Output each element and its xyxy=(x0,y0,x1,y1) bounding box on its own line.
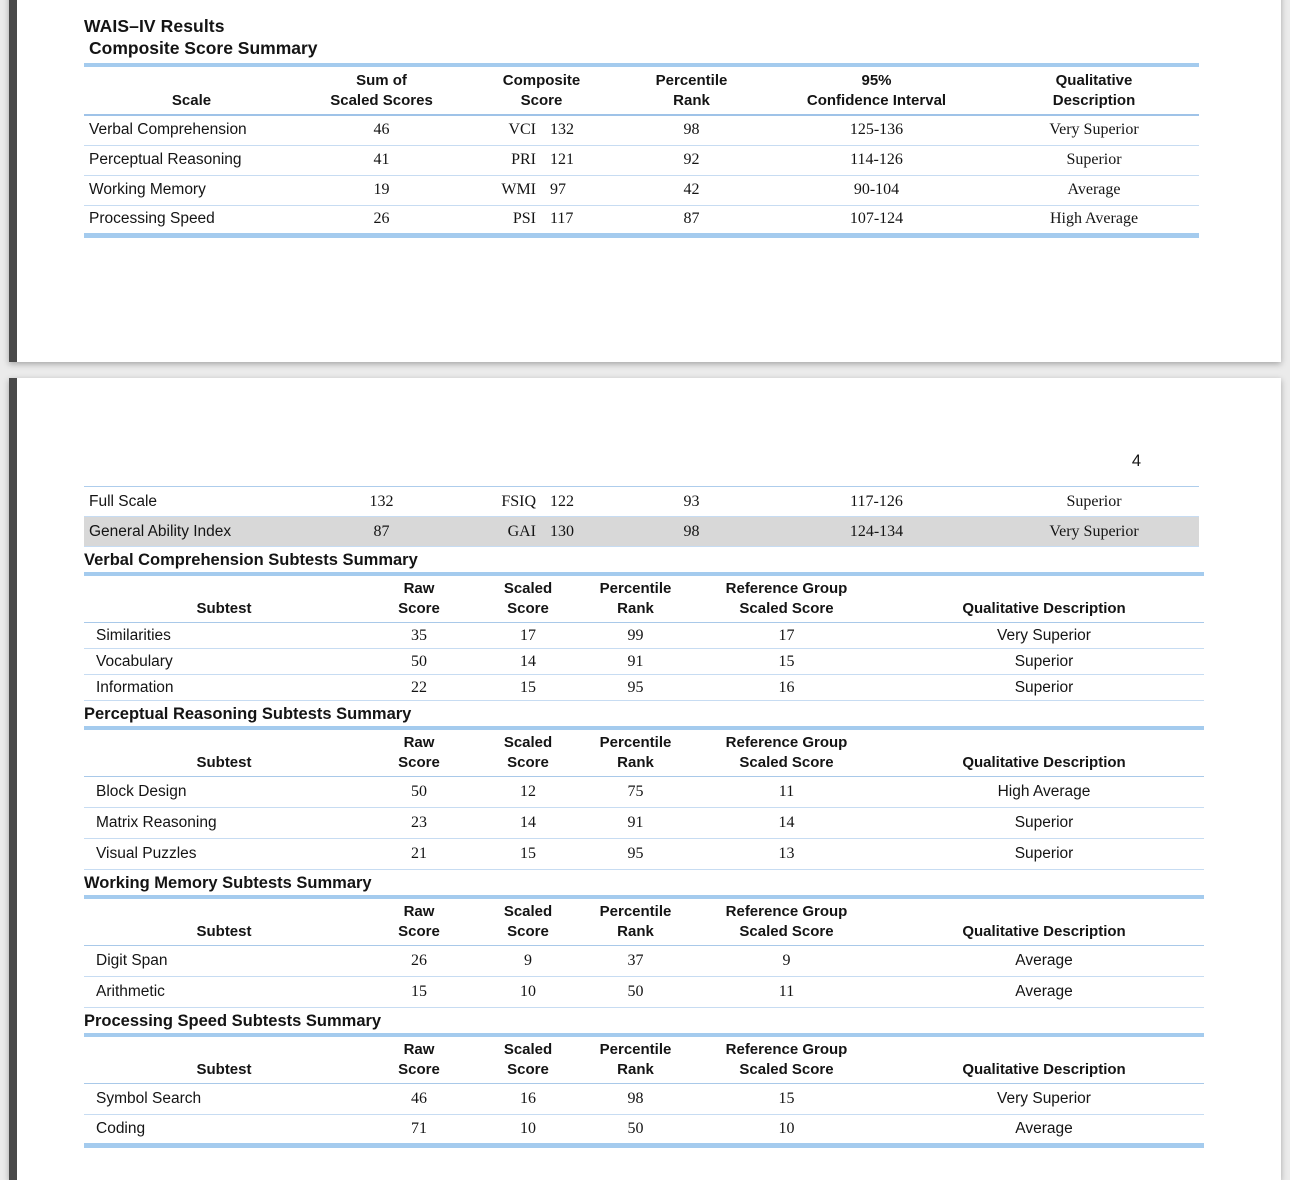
subtest-row xyxy=(84,977,1204,1008)
subtest-section-title: Working Memory Subtests Summary xyxy=(84,874,372,892)
index-abbreviation: VCI xyxy=(508,121,536,139)
column-header-subtest xyxy=(582,1035,689,1084)
reference-group-scaled-score: 11 xyxy=(689,777,884,808)
reference-group-scaled-score: 13 xyxy=(689,839,884,870)
column-header-line2: Rank xyxy=(617,923,654,940)
column-header-subtest xyxy=(364,574,474,623)
column-header-line2: Scaled Score xyxy=(739,600,834,617)
column-header-line1: Reference Group xyxy=(725,1041,848,1058)
column-header-line1: Raw xyxy=(403,580,435,597)
subtest-name: Similarities xyxy=(84,623,364,649)
qualitative-description: Average xyxy=(884,1115,1204,1146)
composite-score xyxy=(464,205,619,235)
column-header-line1: Reference Group xyxy=(725,734,848,751)
column-header-line2: Score xyxy=(398,923,440,940)
subtest-table-body xyxy=(84,1084,1204,1146)
column-header-line1: Percentile xyxy=(599,1041,672,1058)
column-header-line2: Score xyxy=(507,754,549,771)
column-header-subtest xyxy=(582,728,689,777)
raw-score: 22 xyxy=(364,675,474,701)
reference-group-scaled-score: 17 xyxy=(689,623,884,649)
raw-score: 15 xyxy=(364,977,474,1008)
percentile-rank: 42 xyxy=(619,175,764,205)
subtest-table-body xyxy=(84,777,1204,870)
subtest-header-row xyxy=(84,728,1204,777)
column-header-composite xyxy=(464,65,619,115)
confidence-interval: 125-136 xyxy=(764,115,989,145)
qualitative-description: Superior xyxy=(884,675,1204,701)
sum-of-scaled-scores: 19 xyxy=(299,175,464,205)
column-header-composite xyxy=(299,65,464,115)
percentile-rank: 87 xyxy=(619,205,764,235)
raw-score: 23 xyxy=(364,808,474,839)
column-header-line2: Scaled Score xyxy=(739,754,834,771)
column-header-line2: Score xyxy=(507,923,549,940)
confidence-interval: 90-104 xyxy=(764,175,989,205)
column-header-line2: Rank xyxy=(617,600,654,617)
subtest-row xyxy=(84,1084,1204,1115)
percentile-rank: 98 xyxy=(619,517,764,547)
subtest-row xyxy=(84,675,1204,701)
column-header-line1: 95% xyxy=(861,72,892,89)
column-header-line2: Scaled Scores xyxy=(330,92,433,109)
scaled-score: 15 xyxy=(474,839,582,870)
scaled-score: 14 xyxy=(474,808,582,839)
column-header-line1: Qualitative xyxy=(1055,72,1133,89)
column-header-line2: Score xyxy=(398,600,440,617)
raw-score: 21 xyxy=(364,839,474,870)
column-header-subtest xyxy=(689,897,884,946)
column-header-subtest xyxy=(689,1035,884,1084)
composite-row xyxy=(84,517,1199,547)
percentile-rank: 50 xyxy=(582,977,689,1008)
column-header-line1: Scaled xyxy=(503,734,553,751)
column-header-subtest xyxy=(364,1035,474,1084)
composite-row xyxy=(84,145,1199,175)
column-header-subtest xyxy=(884,574,1204,623)
scaled-score: 16 xyxy=(474,1084,582,1115)
column-header-line1: Scaled xyxy=(503,1041,553,1058)
qualitative-description: High Average xyxy=(884,777,1204,808)
composite-score xyxy=(464,517,619,547)
column-header-composite xyxy=(764,65,989,115)
raw-score: 50 xyxy=(364,777,474,808)
percentile-rank: 98 xyxy=(582,1084,689,1115)
column-header-line2: Rank xyxy=(617,1061,654,1078)
percentile-rank: 95 xyxy=(582,839,689,870)
qualitative-description: Superior xyxy=(884,808,1204,839)
subtest-header-row xyxy=(84,897,1204,946)
scaled-score: 17 xyxy=(474,623,582,649)
column-header-line2: Score xyxy=(507,1061,549,1078)
composite-score xyxy=(464,175,619,205)
subtest-table xyxy=(84,726,1204,870)
sum-of-scaled-scores: 46 xyxy=(299,115,464,145)
column-header-line2: Scaled Score xyxy=(739,1061,834,1078)
composite-continuation-table xyxy=(84,486,1199,547)
subtest-table xyxy=(84,572,1204,701)
column-header-subtest xyxy=(84,574,364,623)
raw-score: 50 xyxy=(364,649,474,675)
scaled-score: 10 xyxy=(474,1115,582,1146)
qualitative-description: Average xyxy=(989,175,1199,205)
subtest-table-body xyxy=(84,623,1204,701)
reference-group-scaled-score: 15 xyxy=(689,649,884,675)
scale-name: Processing Speed xyxy=(84,205,299,235)
subtest-name: Arithmetic xyxy=(84,977,364,1008)
page-number-row xyxy=(84,448,1199,474)
subtest-section xyxy=(84,1012,1281,1148)
composite-score-table xyxy=(84,63,1199,238)
column-header-line1: Percentile xyxy=(599,734,672,751)
column-header-subtest xyxy=(689,728,884,777)
percentile-rank: 98 xyxy=(619,115,764,145)
column-header-composite xyxy=(84,65,299,115)
raw-score: 71 xyxy=(364,1115,474,1146)
column-header-line2: Scaled Score xyxy=(739,923,834,940)
scaled-score: 12 xyxy=(474,777,582,808)
column-header-subtest xyxy=(884,897,1204,946)
sum-of-scaled-scores: 41 xyxy=(299,145,464,175)
column-header-line2: Score xyxy=(398,754,440,771)
composite-row xyxy=(84,175,1199,205)
subtest-header-row xyxy=(84,574,1204,623)
column-header-line1: Percentile xyxy=(599,903,672,920)
composite-score-value: 117 xyxy=(550,210,574,227)
composite-continuation-body xyxy=(84,487,1199,547)
percentile-rank: 93 xyxy=(619,487,764,517)
subtest-section xyxy=(84,874,1281,1008)
column-header-line2: Description xyxy=(1052,92,1136,109)
subtest-name: Digit Span xyxy=(84,946,364,977)
composite-score-value: 132 xyxy=(550,121,574,139)
subtest-name: Symbol Search xyxy=(84,1084,364,1115)
column-header-subtest xyxy=(84,897,364,946)
composite-score xyxy=(464,487,619,517)
qualitative-description: Very Superior xyxy=(884,1084,1204,1115)
index-abbreviation: PSI xyxy=(512,210,536,227)
column-header-line1: Percentile xyxy=(655,72,728,89)
column-header-line1: Raw xyxy=(403,903,435,920)
subtest-sections xyxy=(84,551,1281,1148)
document-title: WAIS–IV Results xyxy=(84,16,225,36)
subtest-row xyxy=(84,839,1204,870)
subtest-name: Information xyxy=(84,675,364,701)
percentile-rank: 91 xyxy=(582,649,689,675)
raw-score: 26 xyxy=(364,946,474,977)
column-header-line2: Qualitative Description xyxy=(962,923,1126,940)
subtest-section-title: Verbal Comprehension Subtests Summary xyxy=(84,551,418,569)
raw-score: 46 xyxy=(364,1084,474,1115)
subtest-section xyxy=(84,551,1281,701)
composite-table-body xyxy=(84,115,1199,235)
index-abbreviation: PRI xyxy=(511,151,536,168)
column-header-line2: Subtest xyxy=(196,600,252,617)
composite-score xyxy=(464,145,619,175)
column-header-subtest xyxy=(689,574,884,623)
scaled-score: 15 xyxy=(474,675,582,701)
subtest-name: Matrix Reasoning xyxy=(84,808,364,839)
reference-group-scaled-score: 14 xyxy=(689,808,884,839)
column-header-line2: Scale xyxy=(171,92,212,109)
qualitative-description: Average xyxy=(884,946,1204,977)
qualitative-description: Superior xyxy=(989,145,1199,175)
percentile-rank: 95 xyxy=(582,675,689,701)
subtest-header-row xyxy=(84,1035,1204,1084)
percentile-rank: 75 xyxy=(582,777,689,808)
column-header-line1: Raw xyxy=(403,734,435,751)
subtest-table xyxy=(84,895,1204,1008)
scaled-score: 14 xyxy=(474,649,582,675)
column-header-subtest xyxy=(474,897,582,946)
column-header-line2: Subtest xyxy=(196,923,252,940)
subtest-section xyxy=(84,705,1281,870)
reference-group-scaled-score: 15 xyxy=(689,1084,884,1115)
confidence-interval: 117-126 xyxy=(764,487,989,517)
reference-group-scaled-score: 9 xyxy=(689,946,884,977)
qualitative-description: Superior xyxy=(884,839,1204,870)
composite-header-row xyxy=(84,65,1199,115)
column-header-line1: Raw xyxy=(403,1041,435,1058)
index-abbreviation: GAI xyxy=(507,522,536,540)
column-header-subtest xyxy=(474,1035,582,1084)
column-header-line2: Qualitative Description xyxy=(962,600,1126,617)
subtest-name: Vocabulary xyxy=(84,649,364,675)
column-header-subtest xyxy=(84,728,364,777)
composite-score-value: 121 xyxy=(550,151,574,168)
column-header-line1: Composite xyxy=(502,72,581,89)
percentile-rank: 91 xyxy=(582,808,689,839)
page-1-content xyxy=(17,0,1281,238)
subtest-table-body xyxy=(84,946,1204,1008)
column-header-subtest xyxy=(474,574,582,623)
column-header-subtest xyxy=(884,1035,1204,1084)
percentile-rank: 92 xyxy=(619,145,764,175)
scale-name: Perceptual Reasoning xyxy=(84,145,299,175)
column-header-line1: Sum of xyxy=(356,72,407,89)
qualitative-description: Superior xyxy=(989,487,1199,517)
composite-row xyxy=(84,205,1199,235)
column-header-line1: Reference Group xyxy=(725,903,848,920)
subtest-section-title: Processing Speed Subtests Summary xyxy=(84,1012,382,1030)
confidence-interval: 124-134 xyxy=(764,517,989,547)
index-abbreviation: FSIQ xyxy=(501,492,536,510)
column-header-line2: Rank xyxy=(617,754,654,771)
column-header-composite xyxy=(989,65,1199,115)
subtest-row xyxy=(84,946,1204,977)
column-header-line2: Confidence Interval xyxy=(806,92,947,109)
column-header-line2: Subtest xyxy=(196,754,252,771)
reference-group-scaled-score: 11 xyxy=(689,977,884,1008)
subtest-table xyxy=(84,1033,1204,1148)
column-header-subtest xyxy=(364,897,474,946)
subtest-row xyxy=(84,623,1204,649)
column-header-subtest xyxy=(582,897,689,946)
qualitative-description: Very Superior xyxy=(989,115,1199,145)
column-header-subtest xyxy=(364,728,474,777)
column-header-composite xyxy=(619,65,764,115)
column-header-line2: Subtest xyxy=(196,1061,252,1078)
index-abbreviation: WMI xyxy=(501,181,536,198)
column-header-line1: Scaled xyxy=(503,580,553,597)
composite-score-value: 130 xyxy=(550,522,574,540)
qualitative-description: Superior xyxy=(884,649,1204,675)
subtest-row xyxy=(84,808,1204,839)
subtest-row xyxy=(84,1115,1204,1146)
column-header-subtest xyxy=(474,728,582,777)
qualitative-description: Very Superior xyxy=(884,623,1204,649)
column-header-line2: Score xyxy=(398,1061,440,1078)
column-header-subtest xyxy=(582,574,689,623)
scale-name: Full Scale xyxy=(84,487,299,517)
column-header-line1: Percentile xyxy=(599,580,672,597)
composite-row xyxy=(84,487,1199,517)
qualitative-description: Very Superior xyxy=(989,517,1199,547)
percentile-rank: 50 xyxy=(582,1115,689,1146)
column-header-line1: Scaled xyxy=(503,903,553,920)
page-1 xyxy=(9,0,1281,362)
raw-score: 35 xyxy=(364,623,474,649)
scale-name: General Ability Index xyxy=(84,517,299,547)
page-2-content xyxy=(17,448,1281,1148)
subtest-row xyxy=(84,649,1204,675)
subtest-name: Block Design xyxy=(84,777,364,808)
qualitative-description: High Average xyxy=(989,205,1199,235)
scaled-score: 10 xyxy=(474,977,582,1008)
column-header-line2: Qualitative Description xyxy=(962,1061,1126,1078)
confidence-interval: 114-126 xyxy=(764,145,989,175)
subtest-name: Coding xyxy=(84,1115,364,1146)
composite-summary-title: Composite Score Summary xyxy=(89,38,318,58)
sum-of-scaled-scores: 26 xyxy=(299,205,464,235)
subtest-row xyxy=(84,777,1204,808)
composite-score-value: 97 xyxy=(550,181,566,198)
reference-group-scaled-score: 16 xyxy=(689,675,884,701)
sum-of-scaled-scores: 132 xyxy=(299,487,464,517)
page-number: 4 xyxy=(1131,452,1141,470)
column-header-line1: Reference Group xyxy=(725,580,848,597)
subtest-name: Visual Puzzles xyxy=(84,839,364,870)
qualitative-description: Average xyxy=(884,977,1204,1008)
scaled-score: 9 xyxy=(474,946,582,977)
percentile-rank: 37 xyxy=(582,946,689,977)
percentile-rank: 99 xyxy=(582,623,689,649)
composite-score-value: 122 xyxy=(550,492,574,510)
column-header-subtest xyxy=(884,728,1204,777)
column-header-line2: Qualitative Description xyxy=(962,754,1126,771)
column-header-line2: Rank xyxy=(673,92,710,109)
composite-score xyxy=(464,115,619,145)
subtest-section-title: Perceptual Reasoning Subtests Summary xyxy=(84,705,412,723)
reference-group-scaled-score: 10 xyxy=(689,1115,884,1146)
column-header-subtest xyxy=(84,1035,364,1084)
sum-of-scaled-scores: 87 xyxy=(299,517,464,547)
confidence-interval: 107-124 xyxy=(764,205,989,235)
composite-row xyxy=(84,115,1199,145)
column-header-line2: Score xyxy=(507,600,549,617)
scale-name: Verbal Comprehension xyxy=(84,115,299,145)
page-2 xyxy=(9,378,1281,1180)
scale-name: Working Memory xyxy=(84,175,299,205)
column-header-line2: Score xyxy=(520,92,563,109)
